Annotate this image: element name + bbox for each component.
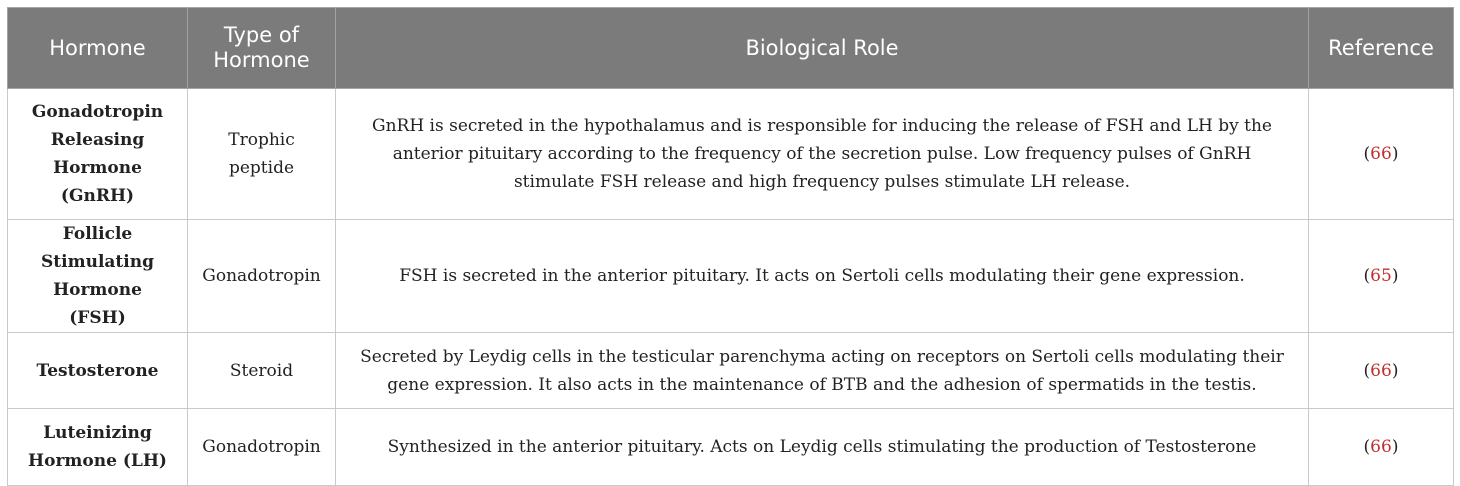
reference-close-paren: ): [1391, 266, 1399, 286]
header-row: [8, 8, 1454, 89]
table-row: [8, 333, 1454, 409]
reference-cell: [1309, 220, 1454, 333]
role-cell: Secreted by Leydig cells in the testicular parenchyma acting on receptors on Sertoli cells modulating their gene expression. It also acts in the maintenance of BTB and the adhesion of spermatids in the testis.: [336, 333, 1309, 409]
header-type-of-hormone: [188, 8, 336, 89]
header-hormone: Hormone: [8, 8, 188, 89]
hormone-cell: Gonadotropin Releasing Hormone (GnRH): [8, 89, 188, 220]
header-biological-role: Biological Role: [336, 8, 1309, 89]
table-row: [8, 89, 1454, 220]
reference-cell: [1309, 89, 1454, 220]
reference-close-paren: ): [1391, 437, 1399, 457]
role-cell: GnRH is secreted in the hypothalamus and is responsible for inducing the release of FSH and LH by the anterior pituitary according to the frequency of the secretion pulse. Low frequency pulses of GnRH stimulate FSH release and high frequency pulses stimulate LH release.: [336, 89, 1309, 220]
reference-close-paren: ): [1391, 360, 1399, 381]
type-cell: Gonadotropin: [188, 409, 336, 486]
reference-link[interactable]: 66: [1370, 437, 1392, 457]
reference-link[interactable]: 65: [1370, 266, 1392, 286]
table-row: [8, 220, 1454, 333]
type-cell: Steroid: [188, 333, 336, 409]
header-type-of-hormone-text: Type of Hormone: [213, 23, 310, 72]
type-cell: Trophic peptide: [188, 89, 336, 220]
hormone-cell: Testosterone: [8, 333, 188, 409]
table-header: [8, 8, 1454, 89]
reference-open-paren: (: [1363, 360, 1371, 381]
reference-open-paren: (: [1363, 266, 1371, 286]
reference-open-paren: (: [1363, 144, 1371, 164]
header-reference: Reference: [1309, 8, 1454, 89]
reference-close-paren: ): [1391, 144, 1399, 164]
role-cell: Synthesized in the anterior pituitary. Acts on Leydig cells stimulating the production of Testosterone: [336, 409, 1309, 486]
reference-open-paren: (: [1363, 437, 1371, 457]
type-cell: Gonadotropin: [188, 220, 336, 333]
role-cell: FSH is secreted in the anterior pituitary. It acts on Sertoli cells modulating their gene expression.: [336, 220, 1309, 333]
hormone-cell: Luteinizing Hormone (LH): [8, 409, 188, 486]
reference-link[interactable]: 66: [1370, 144, 1392, 164]
hormone-cell: Follicle Stimulating Hormone (FSH): [8, 220, 188, 333]
reference-cell: [1309, 409, 1454, 486]
table-row: [8, 409, 1454, 486]
hormone-table: [7, 7, 1454, 486]
table-body: [8, 89, 1454, 486]
reference-cell: [1309, 333, 1454, 409]
reference-link[interactable]: 66: [1370, 360, 1392, 381]
